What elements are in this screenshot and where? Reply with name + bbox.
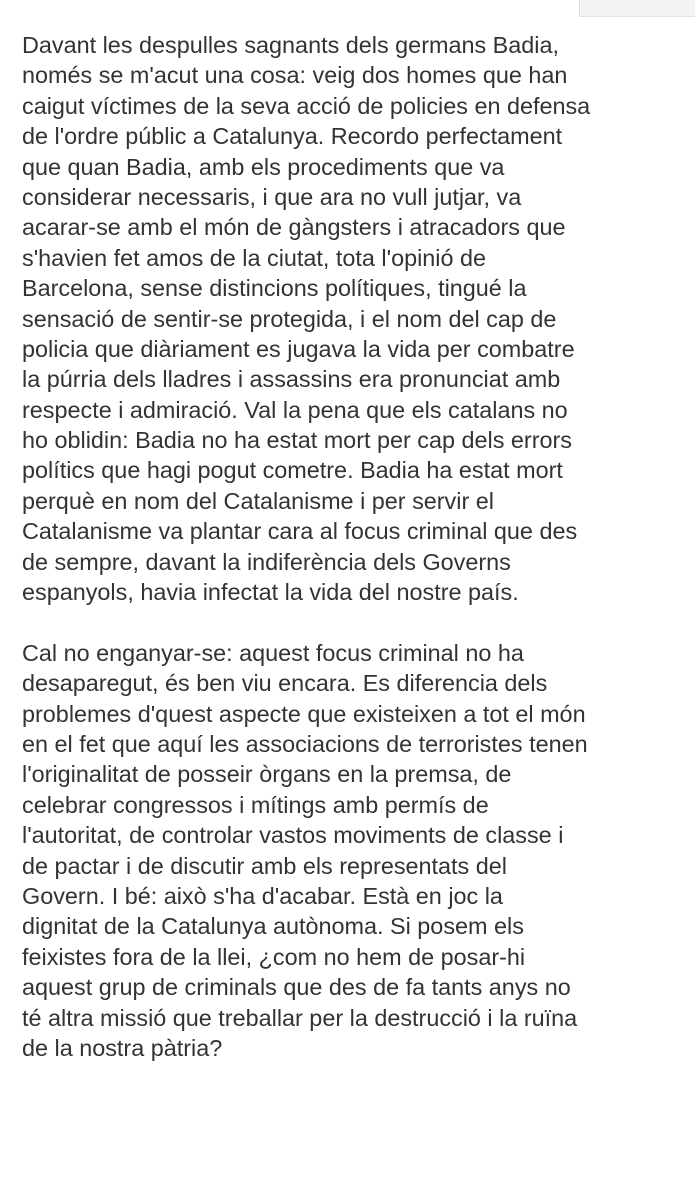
text-line: problemes d'quest aspecte que existeixen a tot el món (22, 700, 586, 727)
text-line: feixistes fora de la llei, ¿com no hem de posar-hi (22, 943, 526, 970)
text-line: ho oblidin: Badia no ha estat mort per cap dels errors (22, 427, 572, 454)
text-line: només se m'acut una cosa: veig dos homes que han (22, 62, 568, 89)
text-line: Govern. I bé: això s'ha d'acabar. Està en joc la (22, 882, 503, 909)
text-line: Davant les despulles sagnants dels germans Badia, (22, 32, 560, 58)
text-line: l'originalitat de posseir òrgans en la premsa, de (22, 761, 512, 788)
text-line: acarar-se amb el món de gàngsters i atracadors que (22, 214, 566, 241)
paragraph-1 (22, 30, 684, 607)
text-line: celebrar congressos i mítings amb permís de (22, 791, 489, 818)
text-line: la púrria dels lladres i assassins era pronunciat amb (22, 366, 561, 393)
text-line: l'autoritat, de controlar vastos moviments de classe i (22, 822, 564, 849)
text-line: espanyols, havia infectat la vida del nostre país. (22, 579, 519, 606)
text-line: sensació de sentir-se protegida, i el nom del cap de (22, 305, 557, 332)
top-bar (0, 0, 695, 16)
article-body (22, 30, 684, 1063)
text-line: aquest grup de criminals que des de fa tants anys no (22, 974, 571, 1001)
text-line: Barcelona, sense distincions polítiques, tingué la (22, 275, 527, 302)
text-line: desaparegut, és ben viu encara. Es diferencia dels (22, 670, 548, 697)
text-line: de sempre, davant la indiferència dels Governs (22, 548, 511, 575)
text-line: perquè en nom del Catalanisme i per servir el (22, 487, 494, 514)
text-line: de pactar i de discutir amb els representats del (22, 852, 507, 879)
text-line: polítics que hagi pogut cometre. Badia ha estat mort (22, 457, 563, 484)
text-line: de la nostra pàtria? (22, 1034, 223, 1061)
top-bar-tab (579, 0, 695, 17)
paragraph-2 (22, 638, 684, 1063)
text-line: considerar necessaris, i que ara no vull jutjar, va (22, 183, 522, 210)
text-line: respecte i admiració. Val la pena que els catalans no (22, 396, 568, 423)
text-line: té altra missió que treballar per la destrucció i la ruïna (22, 1004, 578, 1031)
text-line: que quan Badia, amb els procediments que va (22, 153, 505, 180)
text-line: en el fet que aquí les associacions de terroristes tenen (22, 730, 588, 757)
text-line: policia que diàriament es jugava la vida per combatre (22, 335, 575, 362)
text-line: de l'ordre públic a Catalunya. Recordo perfectament (22, 123, 563, 150)
text-line: caigut víctimes de la seva acció de policies en defensa (22, 92, 591, 119)
text-line: dignitat de la Catalunya autònoma. Si posem els (22, 913, 524, 940)
text-line: s'havien fet amos de la ciutat, tota l'opinió de (22, 244, 487, 271)
text-line: Cal no enganyar-se: aquest focus criminal no ha (22, 639, 524, 666)
text-line: Catalanisme va plantar cara al focus criminal que des (22, 518, 578, 545)
